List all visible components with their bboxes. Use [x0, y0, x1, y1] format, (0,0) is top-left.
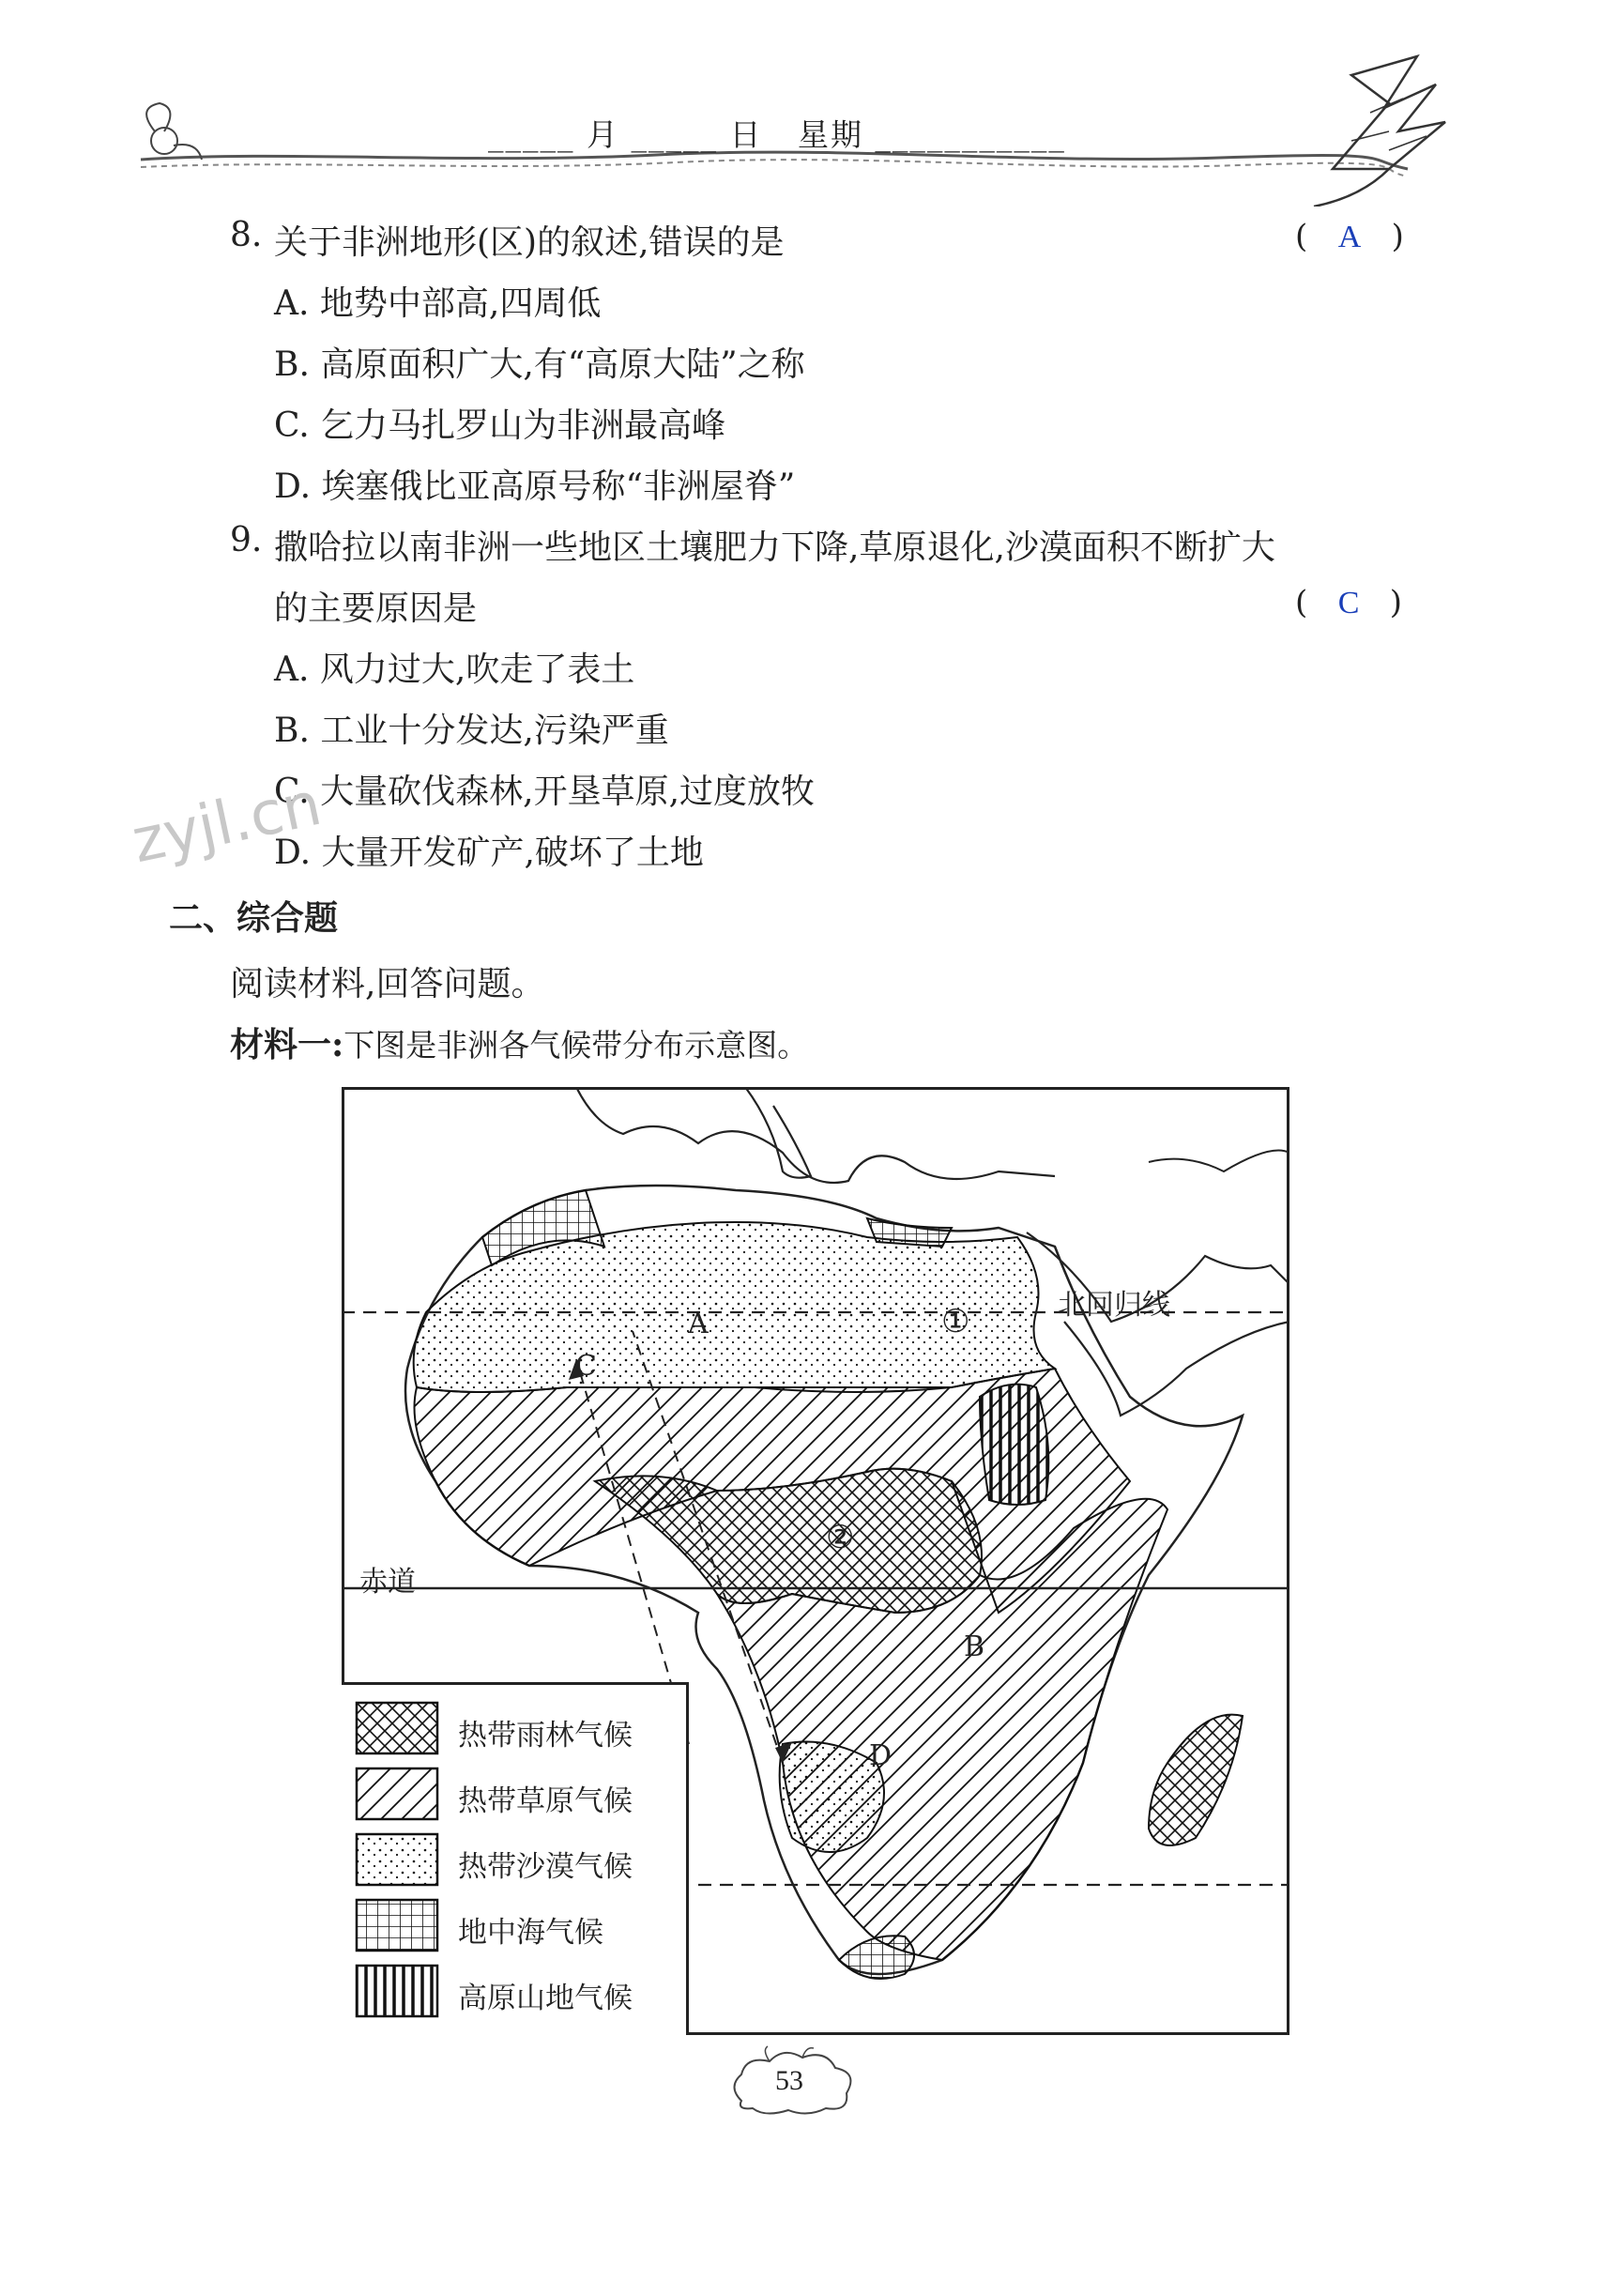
- legend-swatch-crosshatch: [357, 1703, 437, 1753]
- label-b: B: [964, 1630, 985, 1663]
- question-9-answer-letter: C: [1337, 586, 1360, 620]
- material-1: [230, 1018, 808, 1066]
- question-8-option-c: C. 乞力马扎罗山为非洲最高峰: [274, 406, 726, 445]
- question-9-option-a: A. 风力过大,吹走了表土: [274, 651, 635, 689]
- legend-swatches: [355, 1701, 441, 2025]
- label-c: C: [575, 1350, 597, 1383]
- mediterranean-island: [1149, 1151, 1289, 1172]
- question-9-stem-line2: 的主要原因是: [274, 589, 478, 628]
- section-intro: 阅读材料,回答问题。: [230, 965, 545, 1003]
- page-number: 53: [775, 2065, 803, 2096]
- equator-label: 赤道: [359, 1566, 416, 1599]
- question-8-option-d: D. 埃塞俄比亚高原号称“非洲屋脊”: [274, 467, 796, 506]
- legend-label-savanna: 热带草原气候: [458, 1784, 633, 1818]
- legend-swatch-grid: [357, 1900, 437, 1951]
- zone-mediterranean-south: [839, 1936, 914, 1979]
- tropic-label: 北回归线: [1058, 1289, 1170, 1322]
- question-8-answer-letter: A: [1337, 220, 1362, 254]
- question-8-option-a: A. 地势中部高,四周低: [274, 284, 602, 323]
- question-9-answer: ( C ): [1295, 584, 1403, 621]
- madagascar: [1149, 1715, 1243, 1845]
- legend-label-highland: 高原山地气候: [458, 1982, 633, 2015]
- material-1-label: 材料一:: [230, 1025, 344, 1064]
- legend-label-desert: 热带沙漠气候: [458, 1850, 633, 1884]
- italy-outline: [745, 1087, 811, 1178]
- question-9-option-d: D. 大量开发矿产,破坏了土地: [274, 834, 704, 872]
- date-line: _____ 月 _____ 日 星期 ___________: [488, 116, 1066, 153]
- legend-swatch-vertical: [357, 1966, 437, 2016]
- label-a: A: [688, 1308, 709, 1340]
- zone-highland-ethiopia: [980, 1385, 1048, 1505]
- question-8-number: 8.: [230, 216, 263, 254]
- label-d: D: [869, 1739, 893, 1772]
- zone-rainforest: [595, 1469, 982, 1613]
- question-9-stem: 撒哈拉以南非洲一些地区土壤肥力下降,草原退化,沙漠面积不断扩大: [274, 528, 1275, 567]
- section-title: 二、综合题: [169, 898, 339, 938]
- flower-left-icon: [146, 103, 202, 160]
- label-circle-1: ①: [941, 1303, 970, 1340]
- material-1-text: 下图是非洲各气候带分布示意图。: [343, 1027, 809, 1064]
- legend-label-mediterranean: 地中海气候: [458, 1916, 603, 1950]
- header-decoration: [0, 0, 1602, 207]
- bird-of-paradise-icon: [1314, 56, 1445, 207]
- question-9-option-b: B. 工业十分发达,污染严重: [274, 712, 669, 750]
- watermark: zyjl.cn: [126, 769, 328, 878]
- legend-swatch-dots: [357, 1834, 437, 1885]
- question-8-stem: 关于非洲地形(区)的叙述,错误的是: [274, 223, 785, 262]
- label-circle-2: ②: [826, 1519, 855, 1556]
- legend-swatch-diagonal: [357, 1768, 437, 1819]
- question-9-option-c: C. 大量砍伐森林,开垦草原,过度放牧: [274, 773, 816, 811]
- question-9-number: 9.: [230, 521, 263, 559]
- legend-label-rainforest: 热带雨林气候: [458, 1719, 633, 1753]
- question-8-answer: ( A ): [1295, 218, 1404, 255]
- europe-coastline: [576, 1087, 1055, 1183]
- question-8-option-b: B. 高原面积广大,有“高原大陆”之称: [274, 345, 805, 384]
